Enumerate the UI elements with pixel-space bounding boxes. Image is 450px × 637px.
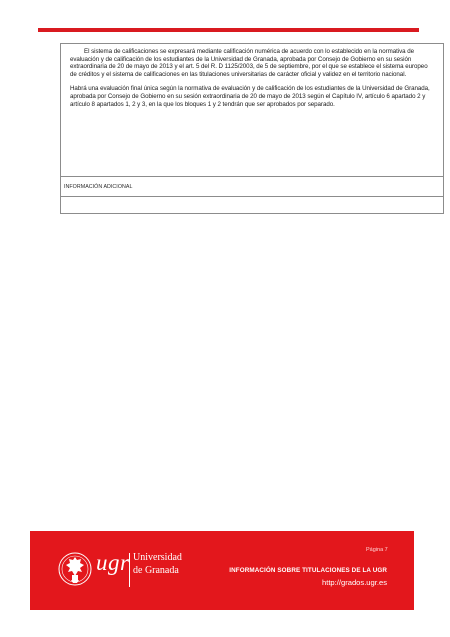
degree-info-url[interactable]: http://grados.ugr.es (321, 578, 387, 587)
page-number: Página 7 (366, 547, 388, 553)
university-crest-icon (58, 549, 92, 589)
university-name-line-2: de Granada (133, 564, 179, 576)
evaluation-table (60, 43, 444, 214)
logo-divider (129, 553, 130, 587)
additional-info-header-row (61, 177, 443, 197)
additional-info-heading: INFORMACIÓN ADICIONAL (64, 183, 133, 190)
additional-info-body (61, 197, 443, 213)
header-rule (38, 28, 419, 32)
evaluation-section (61, 44, 443, 177)
university-name-line-1: Universidad (133, 552, 182, 563)
grading-system-paragraph: El sistema de calificaciones se expresará mediante calificación numérica de acuerdo con lo establecido en la normativa de evaluación y de calificación de los estudiantes de la Universidad de Granada, aprobada por Consejo de Gobierno en su sesión extraordinaria de 20 de mayo de 2013 y el art. 5 del R. D 1125/2003, de 5 de septiembre, por el que se establece el sistema europeo de créditos y el sistema de calificaciones en las titulaciones universitarias de carácter oficial y validez en el territorio nacional. (70, 48, 428, 78)
university-name (133, 552, 182, 577)
ugr-logo-mark: ugr (96, 550, 130, 575)
page-footer (30, 531, 414, 610)
final-evaluation-paragraph: Habrá una evaluación final única según la normativa de evaluación y de calificación de los estudiantes de la Universidad de Granada, aprobada por Consejo de Gobierno en su sesión extraordinaria de 20 de mayo de 2013 según el Capítulo IV, artículo 6 apartado 2 y artículo 8 apartados 1, 2 y 3, en la que los bloques 1 y 2 tendrán que ser aprobados por separado. (70, 85, 430, 108)
degree-info-title: INFORMACIÓN SOBRE TITULACIONES DE LA UGR (229, 567, 387, 574)
